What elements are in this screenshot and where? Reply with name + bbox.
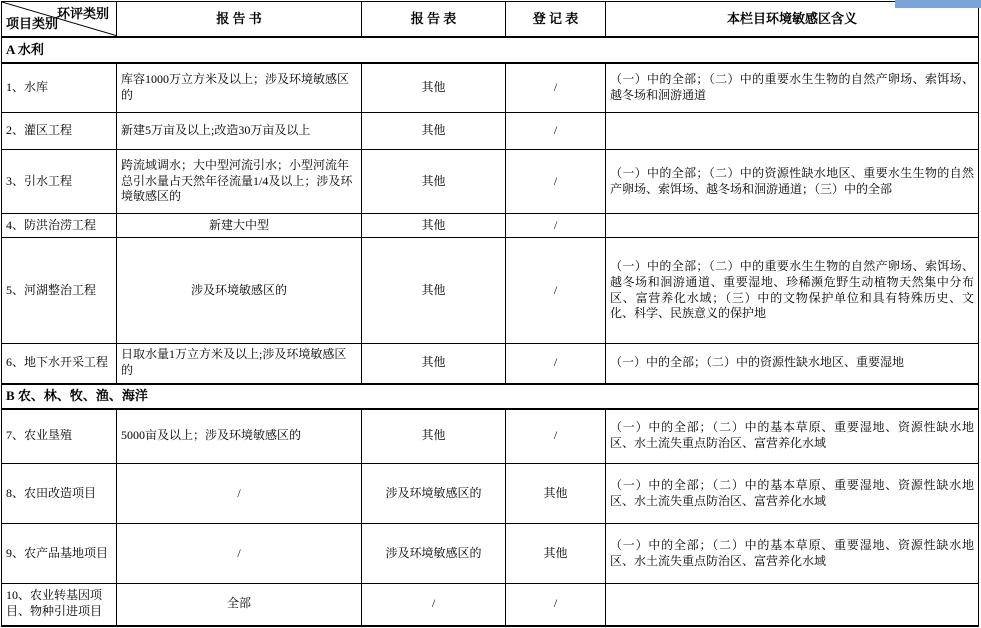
report-form-cell: 其他 [362,238,506,344]
table-row-gmo-species-introduction [2,584,979,626]
registration-form-cell: / [506,63,606,113]
project-category-cell: 7、农业垦殖 [2,409,117,464]
report-book-cell: 涉及环境敏感区的 [117,238,362,344]
header-report-book: 报 告 书 [117,2,362,37]
sensitive-area-cell [606,113,979,150]
project-category-cell: 8、农田改造项目 [2,464,117,524]
report-form-cell: 其他 [362,63,506,113]
report-form-cell: 其他 [362,150,506,214]
project-category-cell: 3、引水工程 [2,150,117,214]
header-registration-form: 登 记 表 [506,2,606,37]
sensitive-area-cell [606,214,979,238]
table-row-agricultural-product-base [2,524,979,584]
sensitive-area-cell: （一）中的全部；（二）中的基本草原、重要湿地、资源性缺水地区、水土流失重点防治区、富营养化水域 [606,464,979,524]
table-row-water-diversion [2,150,979,214]
report-book-cell: 5000亩及以上；涉及环境敏感区的 [117,409,362,464]
registration-form-cell: / [506,214,606,238]
registration-form-cell: / [506,409,606,464]
report-book-cell: / [117,524,362,584]
table-header-row [2,2,979,37]
section-label: B 农、林、牧、渔、海洋 [2,384,979,409]
sensitive-area-cell: （一）中的全部；（二）中的基本草原、重要湿地、资源性缺水地区、水土流失重点防治区、富营养化水域 [606,524,979,584]
table-row-irrigation-district [2,113,979,150]
eia-category-table [1,1,979,627]
registration-form-cell: / [506,238,606,344]
report-book-cell: 全部 [117,584,362,626]
report-form-cell: 涉及环境敏感区的 [362,524,506,584]
header-project-category-label: 项目类别 [6,16,59,32]
registration-form-cell: / [506,113,606,150]
registration-form-cell: 其他 [506,524,606,584]
report-form-cell: 其他 [362,214,506,238]
table-row-farmland-improvement [2,464,979,524]
report-book-cell: 新建5万亩及以上;改造30万亩及以上 [117,113,362,150]
report-book-cell: 库容1000万立方米及以上；涉及环境敏感区的 [117,63,362,113]
header-eia-category-label: 环评类别 [56,6,109,21]
report-form-cell: 其他 [362,409,506,464]
registration-form-cell: 其他 [506,464,606,524]
report-form-cell: 涉及环境敏感区的 [362,464,506,524]
sensitive-area-cell: （一）中的全部；（二）中的基本草原、重要湿地、资源性缺水地区、水土流失重点防治区、富营养化水域 [606,409,979,464]
sensitive-area-cell: （一）中的全部；（二）中的资源性缺水地区、重要水生生物的自然产卵场、索饵场、越冬场和洄游通道；（三）中的全部 [606,150,979,214]
report-book-cell: 跨流域调水；大中型河流引水；小型河流年总引水量占天然年径流量1/4及以上；涉及环境敏感区的 [117,150,362,214]
report-form-cell: / [362,584,506,626]
registration-form-cell: / [506,344,606,384]
report-book-cell: 新建大中型 [117,214,362,238]
table-row-groundwater-extraction [2,344,979,384]
project-category-cell: 2、灌区工程 [2,113,117,150]
table-row-river-lake-regulation [2,238,979,344]
blue-accent-bar [895,0,981,8]
header-sensitive-area-meaning: 本栏目环境敏感区含义 [606,2,979,37]
sensitive-area-cell: （一）中的全部；（二）中的重要水生生物的自然产卵场、索饵场、越冬场和洄游通道 [606,63,979,113]
project-category-cell: 5、河湖整治工程 [2,238,117,344]
sensitive-area-cell: （一）中的全部；（二）中的重要水生生物的自然产卵场、索饵场、越冬场和洄游通道、重要湿地、珍稀濒危野生动植物天然集中分布区、富营养化水域；（三）中的文物保护单位和具有特殊历史、文化、科学、民族意义的保护地 [606,238,979,344]
table-row-agricultural-reclamation [2,409,979,464]
project-category-cell: 1、水库 [2,63,117,113]
report-form-cell: 其他 [362,113,506,150]
sensitive-area-cell: （一）中的全部；（二）中的资源性缺水地区、重要湿地 [606,344,979,384]
table-row-reservoir [2,63,979,113]
registration-form-cell: / [506,150,606,214]
report-book-cell: 日取水量1万立方米及以上;涉及环境敏感区的 [117,344,362,384]
section-label: A 水利 [2,37,979,63]
sensitive-area-cell [606,584,979,626]
project-category-cell: 10、农业转基因项目、物种引进项目 [2,584,117,626]
section-row-a [2,37,979,63]
report-form-cell: 其他 [362,344,506,384]
table-row-flood-control [2,214,979,238]
report-book-cell: / [117,464,362,524]
section-row-b [2,384,979,409]
project-category-cell: 9、农产品基地项目 [2,524,117,584]
project-category-cell: 4、防洪治涝工程 [2,214,117,238]
header-report-form: 报 告 表 [362,2,506,37]
project-category-cell: 6、地下水开采工程 [2,344,117,384]
registration-form-cell: / [506,584,606,626]
diagonal-header-cell [2,2,117,37]
